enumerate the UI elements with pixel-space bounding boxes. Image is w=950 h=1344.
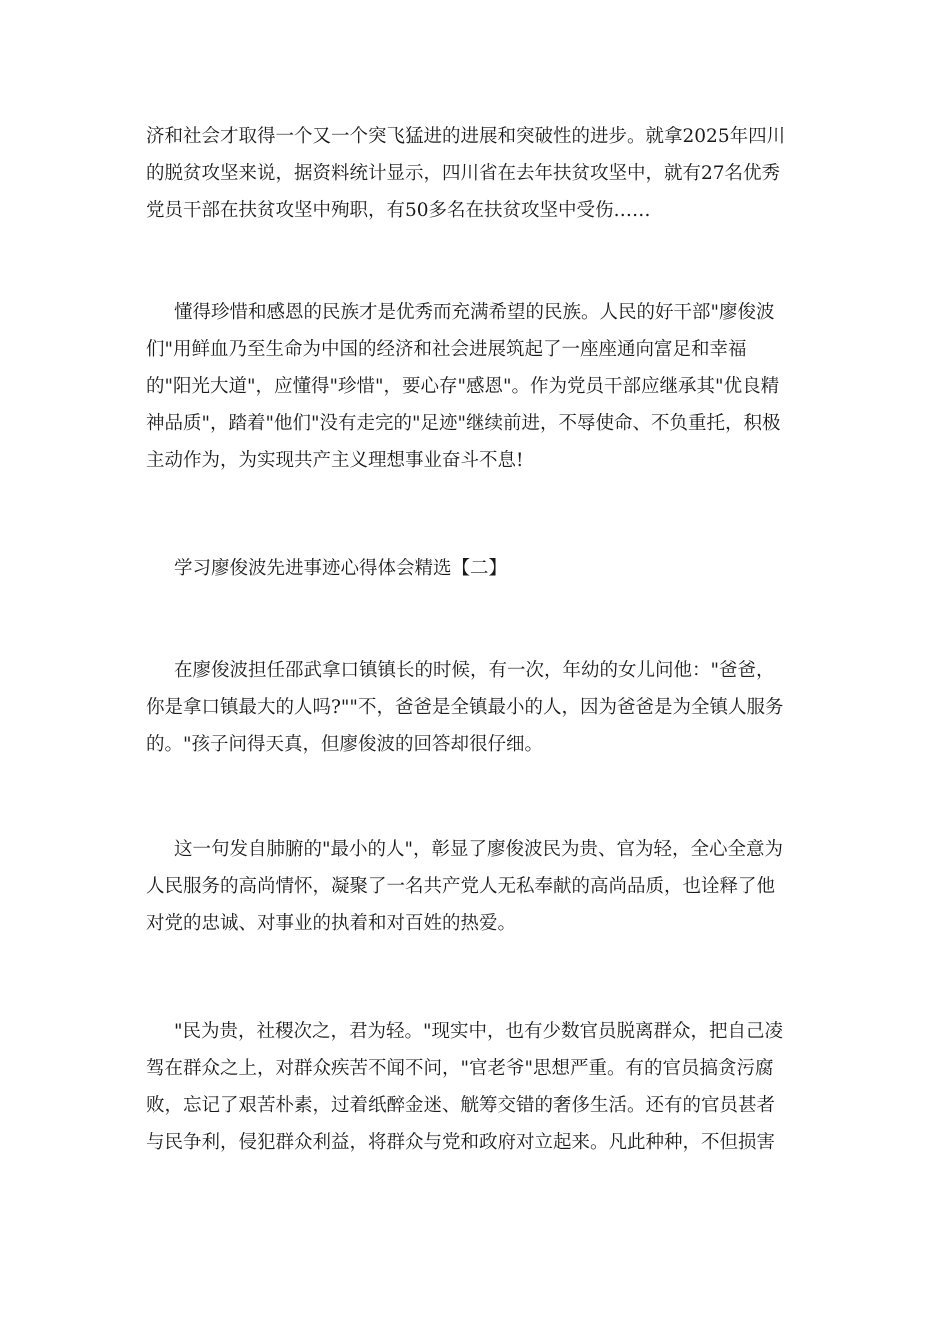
text-line: 的。"孩子问得天真，但廖俊波的回答却很仔细。 (146, 734, 544, 755)
text-line: 们"用鲜血乃至生命为中国的经济和社会进展筑起了一座座通向富足和幸福 (146, 339, 747, 360)
text-line: "民为贵，社稷次之，君为轻。"现实中，也有少数官员脱离群众，把自己凌 (174, 1021, 784, 1042)
text-line: 神品质"，踏着"他们"没有走完的"足迹"继续前进，不辱使命、不负重托，积极 (146, 413, 781, 434)
paragraph-economy-progress (146, 118, 808, 229)
text-line: 主动作为，为实现共产主义理想事业奋斗不息! (146, 450, 524, 471)
text-line: 对党的忠诚、对事业的执着和对百姓的热爱。 (146, 913, 517, 934)
paragraph-smallest-person (146, 831, 808, 942)
paragraph-gratitude (146, 294, 808, 479)
paragraph-daughter-question (146, 652, 808, 763)
text-line: 败，忘记了艰苦朴素，过着纸醉金迷、觥筹交错的奢侈生活。还有的官员甚者 (146, 1095, 776, 1116)
text-line: 济和社会才取得一个又一个突飞猛进的进展和突破性的进步。就拿2025年四川 (146, 126, 786, 147)
text-line: 这一句发自肺腑的"最小的人"，彰显了廖俊波民为贵、官为轻，全心全意为 (174, 839, 784, 860)
text-line: 你是拿口镇最大的人吗?""不，爸爸是全镇最小的人，因为爸爸是为全镇人服务 (146, 697, 784, 718)
text-line: 驾在群众之上，对群众疾苦不闻不问，"官老爷"思想严重。有的官员搞贪污腐 (146, 1058, 774, 1079)
section-heading (146, 550, 808, 587)
text-line: 在廖俊波担任邵武拿口镇镇长的时候，有一次，年幼的女儿问他："爸爸， (174, 660, 775, 681)
text-line: 与民争利，侵犯群众利益，将群众与党和政府对立起来。凡此种种，不但损害 (146, 1132, 776, 1153)
text-line: 人民服务的高尚情怀，凝聚了一名共产党人无私奉献的高尚品质，也诠释了他 (146, 876, 776, 897)
text-line: 的"阳光大道"，应懂得"珍惜"，要心存"感恩"。作为党员干部应继承其"优良精 (146, 376, 780, 397)
text-line: 懂得珍惜和感恩的民族才是优秀而充满希望的民族。人民的好干部"廖俊波 (174, 302, 775, 323)
paragraph-people-first (146, 1013, 808, 1161)
text-line: 党员干部在扶贫攻坚中殉职，有50多名在扶贫攻坚中受伤…… (146, 200, 651, 221)
section-heading-text: 学习廖俊波先进事迹心得体会精选【二】 (174, 558, 508, 579)
text-line: 的脱贫攻坚来说，据资料统计显示，四川省在去年扶贫攻坚中，就有27名优秀 (146, 163, 781, 184)
